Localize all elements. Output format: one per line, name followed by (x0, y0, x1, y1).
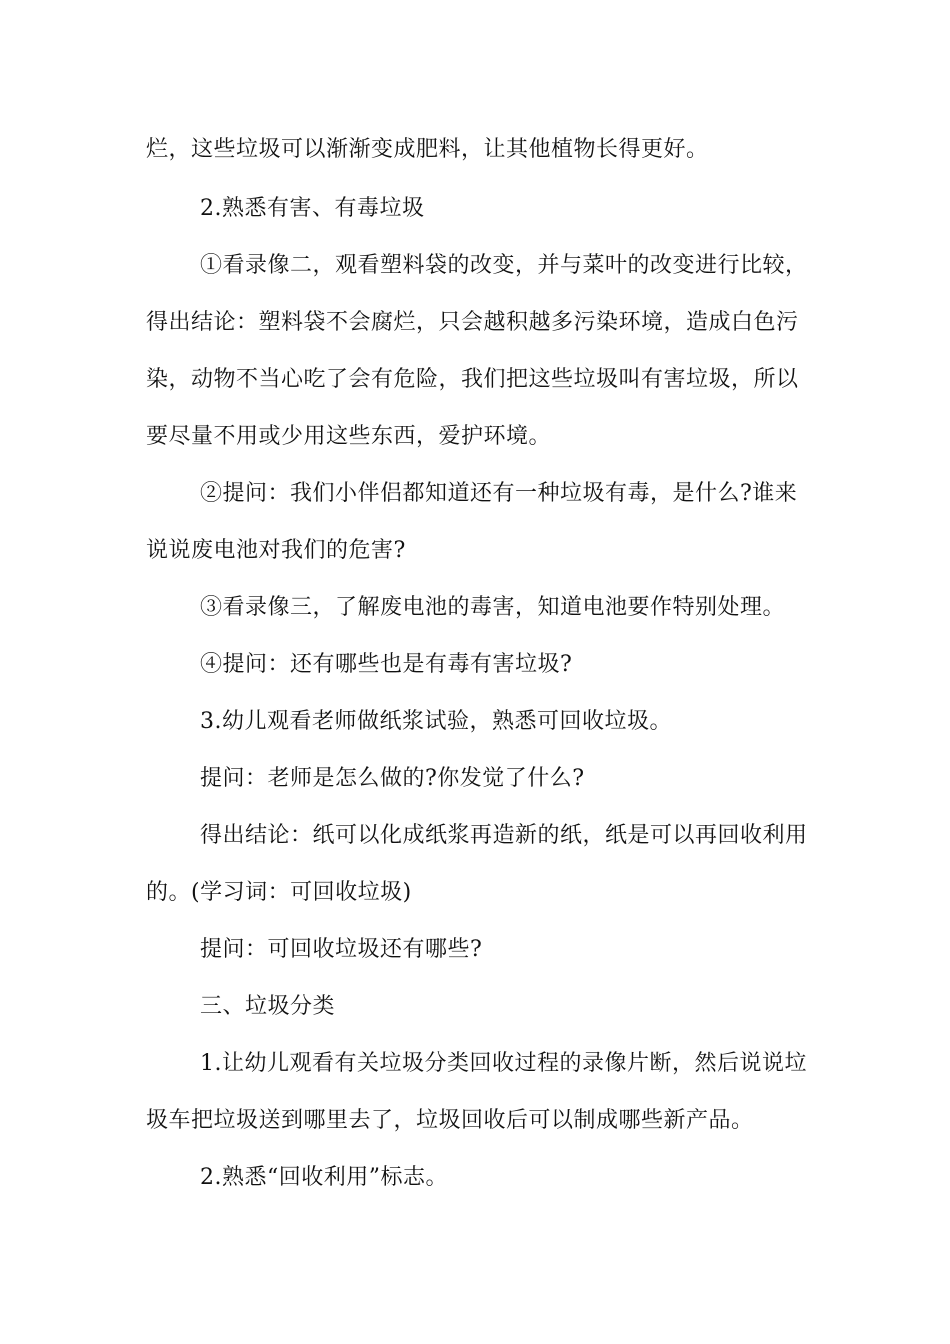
paragraph-line: 提问：老师是怎么做的?你发觉了什么? (200, 766, 585, 791)
paragraph-line: 要尽量不用或少用这些东西，爱护环境。 (146, 424, 552, 449)
paragraph-line: 1.让幼儿观看有关垃圾分类回收过程的录像片断，然后说说垃 (200, 1051, 807, 1076)
paragraph-line: 得出结论：塑料袋不会腐烂，只会越积越多污染环境，造成白色污 (146, 310, 799, 335)
section-heading: 3.幼儿观看老师做纸浆试验，熟悉可回收垃圾。 (200, 709, 672, 734)
paragraph-line: 2.熟悉“回收利用”标志。 (200, 1165, 448, 1190)
paragraph-line: 的。(学习词：可回收垃圾) (146, 880, 412, 905)
section-heading: 三、垃圾分类 (200, 994, 336, 1019)
paragraph-line: 说说废电池对我们的危害? (146, 538, 406, 563)
paragraph-line: ③看录像三，了解废电池的毒害，知道电池要作特别处理。 (200, 595, 786, 620)
paragraph-line: ①看录像二，观看塑料袋的改变，并与菜叶的改变进行比较， (200, 253, 808, 278)
paragraph-line: 提问：可回收垃圾还有哪些? (200, 937, 483, 962)
paragraph-line: ②提问：我们小伴侣都知道还有一种垃圾有毒，是什么?谁来 (200, 481, 798, 506)
section-heading: 2.熟悉有害、有毒垃圾 (200, 196, 425, 221)
paragraph-line: ④提问：还有哪些也是有毒有害垃圾? (200, 652, 573, 677)
paragraph-line: 染，动物不当心吃了会有危险，我们把这些垃圾叫有害垃圾，所以 (146, 367, 799, 392)
paragraph-line: 得出结论：纸可以化成纸浆再造新的纸，纸是可以再回收利用 (200, 823, 808, 848)
paragraph-line: 烂，这些垃圾可以渐渐变成肥料，让其他植物长得更好。 (146, 137, 709, 162)
paragraph-line: 圾车把垃圾送到哪里去了，垃圾回收后可以制成哪些新产品。 (146, 1108, 754, 1133)
